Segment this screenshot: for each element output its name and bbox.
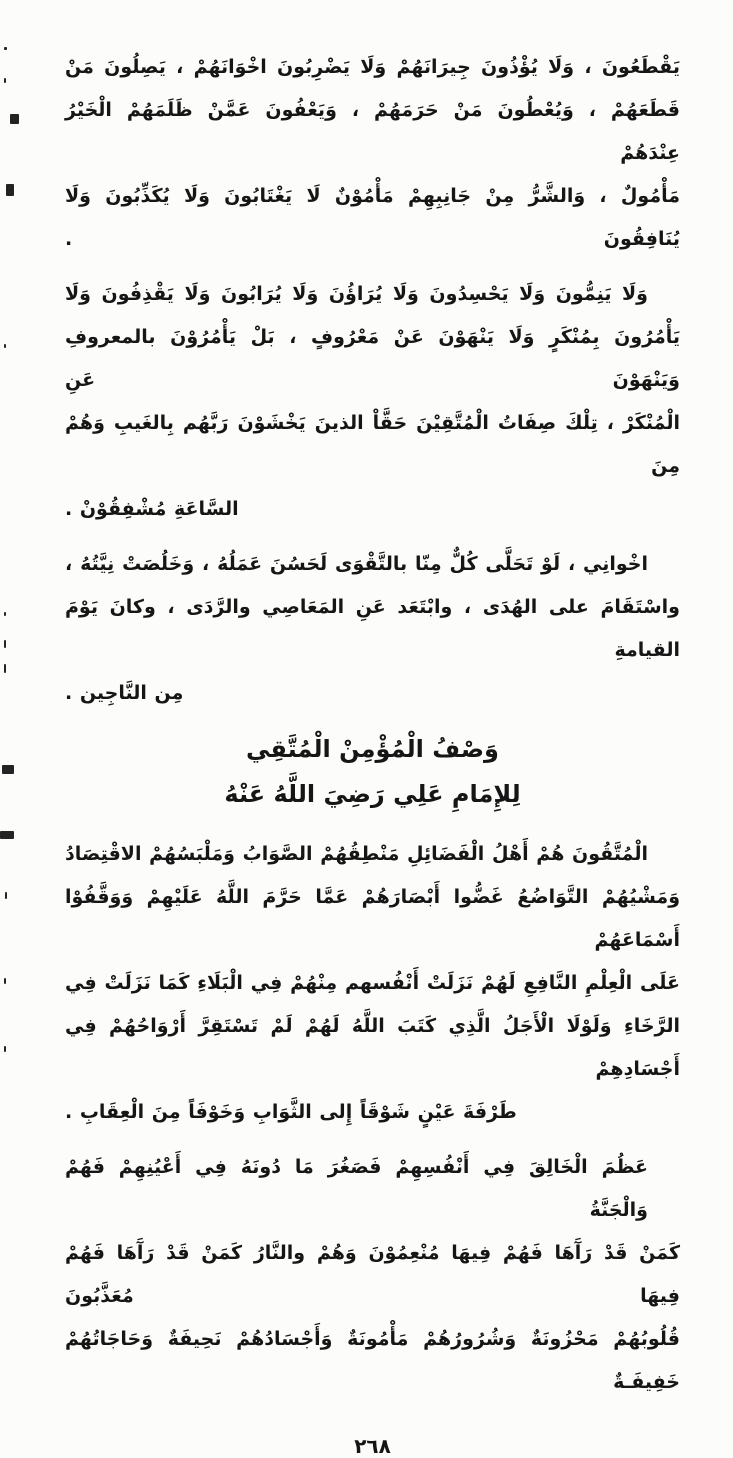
- scan-artifact: [4, 640, 6, 648]
- text-line: وَمَشْيُهُمْ التَّوَاضُعُ غَضُّوا أَبْصَارَهُمْ عَمَّا حَرَّمَ اللَّهُ عَلَيْهِمْ وَوَقَّفُوْا أَسْمَاعَهُمْ: [65, 886, 680, 951]
- text-line: قَطَعَهُمْ ، وَيُعْطُونَ مَنْ حَرَمَهُمْ ، وَيَعْفُونَ عَمَّنْ ظَلَمَهُمْ الْخَيْرُ عِنْدَهُمْ: [65, 99, 680, 164]
- text-line: مِن النَّاجِين .: [65, 682, 184, 704]
- scan-artifact: [6, 184, 14, 196]
- scan-artifact: [2, 765, 14, 774]
- text-line: عَلَى الْعِلْمِ النَّافِعِ لَهُمْ نَزَلَتْ أَنْفُسهم مِنْهُمْ فِي الْبَلَاءِ كَمَا نَزَلَتْ فِي: [65, 972, 680, 994]
- section-heading-title: وَصْفُ الْمُؤْمِنْ الْمُتَّقِي: [246, 735, 499, 763]
- page-number: ٢٦٨: [354, 1434, 391, 1458]
- scan-artifact: [10, 114, 19, 124]
- text-line: واسْتَقَامَ على الهُدَى ، وابْتَعَد عَنِ المَعَاصِي والرَّدَى ، وكانَ يَوْمَ القيامةِ: [65, 596, 680, 661]
- text-line: يَقْطَعُونَ ، وَلَا يُؤْذُونَ جِيرَانَهُمْ وَلَا يَضْرِبُونَ اخْوَانَهُمْ ، يَصِلُونَ مَنْ: [65, 56, 680, 78]
- scan-artifact: [4, 78, 6, 83]
- scan-artifact: [4, 978, 6, 984]
- text-line: يَأْمُرُونَ بِمُنْكَرٍ وَلَا يَنْهَوْنَ عَنْ مَعْرُوفٍ ، بَلْ يَأْمُرُوْنَ بالمعروفِ وَيَنْهَوْنَ عَنِ: [65, 326, 680, 391]
- text-line: وَلَا يَنِمُّونَ وَلَا يَحْسِدُونَ وَلَا يُرَاؤُنَ وَلَا يُرَابُونَ وَلَا يَقْذِفُونَ وَلَا: [65, 283, 648, 305]
- scan-artifact: [5, 892, 7, 899]
- text-line: عَظُمَ الْخَالِقَ فِي أَنْفُسِهِمْ فَصَغُرَ مَا دُونَهُ فِي أَعْيُنِهِمْ فَهُمْ وَالْجَنَّةُ: [65, 1156, 648, 1221]
- text-line: اخْوانِي ، لَوْ تَحَلَّى كُلٌّ مِنّا بالتَّقْوَى لَحَسُنَ عَمَلُهُ ، وَخَلُصَتْ نِيَّتُهُ ،: [65, 553, 648, 575]
- paragraph: [65, 543, 680, 715]
- text-block: [65, 46, 680, 1458]
- paragraph: [65, 1146, 680, 1404]
- scan-artifact: [4, 1046, 6, 1052]
- text-line: مَأْمُولٌ ، وَالشَّرُّ مِنْ جَانِبِهِمْ مَأْمُوْنٌ لَا يَغْتَابُونَ وَلَا يُكَذِّبُونَ وَلَا يُنَافِقُونَ .: [65, 185, 680, 250]
- scan-artifact: [4, 664, 6, 673]
- scan-artifact: [0, 831, 14, 839]
- section-heading: [65, 727, 680, 817]
- text-line: الْمُنْكَرْ ، تِلْكَ صِفَاتُ الْمُتَّقِيْنَ حَقَّاْ الذينَ يَخْشَوْنَ رَبَّهُم بِالغَيبِ وَهُمْ مِنَ: [65, 412, 680, 477]
- scan-artifact: [4, 344, 6, 348]
- text-line: كَمَنْ قَدْ رَآَهَا فَهُمْ فِيهَا مُنْعِمُوْنَ وَهُمْ والنَّارُ كَمَنْ قَدْ رَآَهَا فَهُمْ فِيهَا مُعَذَّبُونَ: [65, 1242, 680, 1307]
- scan-artifact: [4, 47, 7, 50]
- text-line: الرَّخَاءِ وَلَوْلَا الْأَجَلُ الَّذِي كَتَبَ اللَّهُ لَهُمْ لَمْ تَسْتَقِرَّ أَرْوَاحُهُمْ فِي أَجْسَادِهِمْ: [65, 1015, 680, 1080]
- paragraph: [65, 46, 680, 261]
- text-line: السَّاعَةِ مُشْفِقُوْنْ .: [65, 498, 239, 520]
- scan-artifact: [4, 612, 6, 616]
- paragraph: [65, 833, 680, 1134]
- text-line: طَرْفَةَ عَيْنٍ شَوْقَاً إِلى الثَّوَابِ وَخَوْفَاً مِنَ الْعِقَابِ .: [65, 1101, 517, 1123]
- paragraph: [65, 273, 680, 531]
- text-line: الْمُتَّقُونَ هُمْ أَهْلُ الْفَضَائِلِ مَنْطِقُهُمْ الصَّوَابُ وَمَلْبَسُهُمْ الاقْتِصَادُ: [65, 843, 648, 865]
- text-line: قُلُوبُهُمْ مَحْزُونَةٌ وَشُرُورُهُمْ مَأْمُونَةٌ وَأَجْسَادُهُمْ نَحِيفَةٌ وَحَاجَاتُهُمْ خَفِيفَـةٌ: [65, 1328, 680, 1393]
- section-heading-attribution: لِلإِمَامِ عَلِي رَضِيَ اللَّهُ عَنْهُ: [224, 780, 521, 808]
